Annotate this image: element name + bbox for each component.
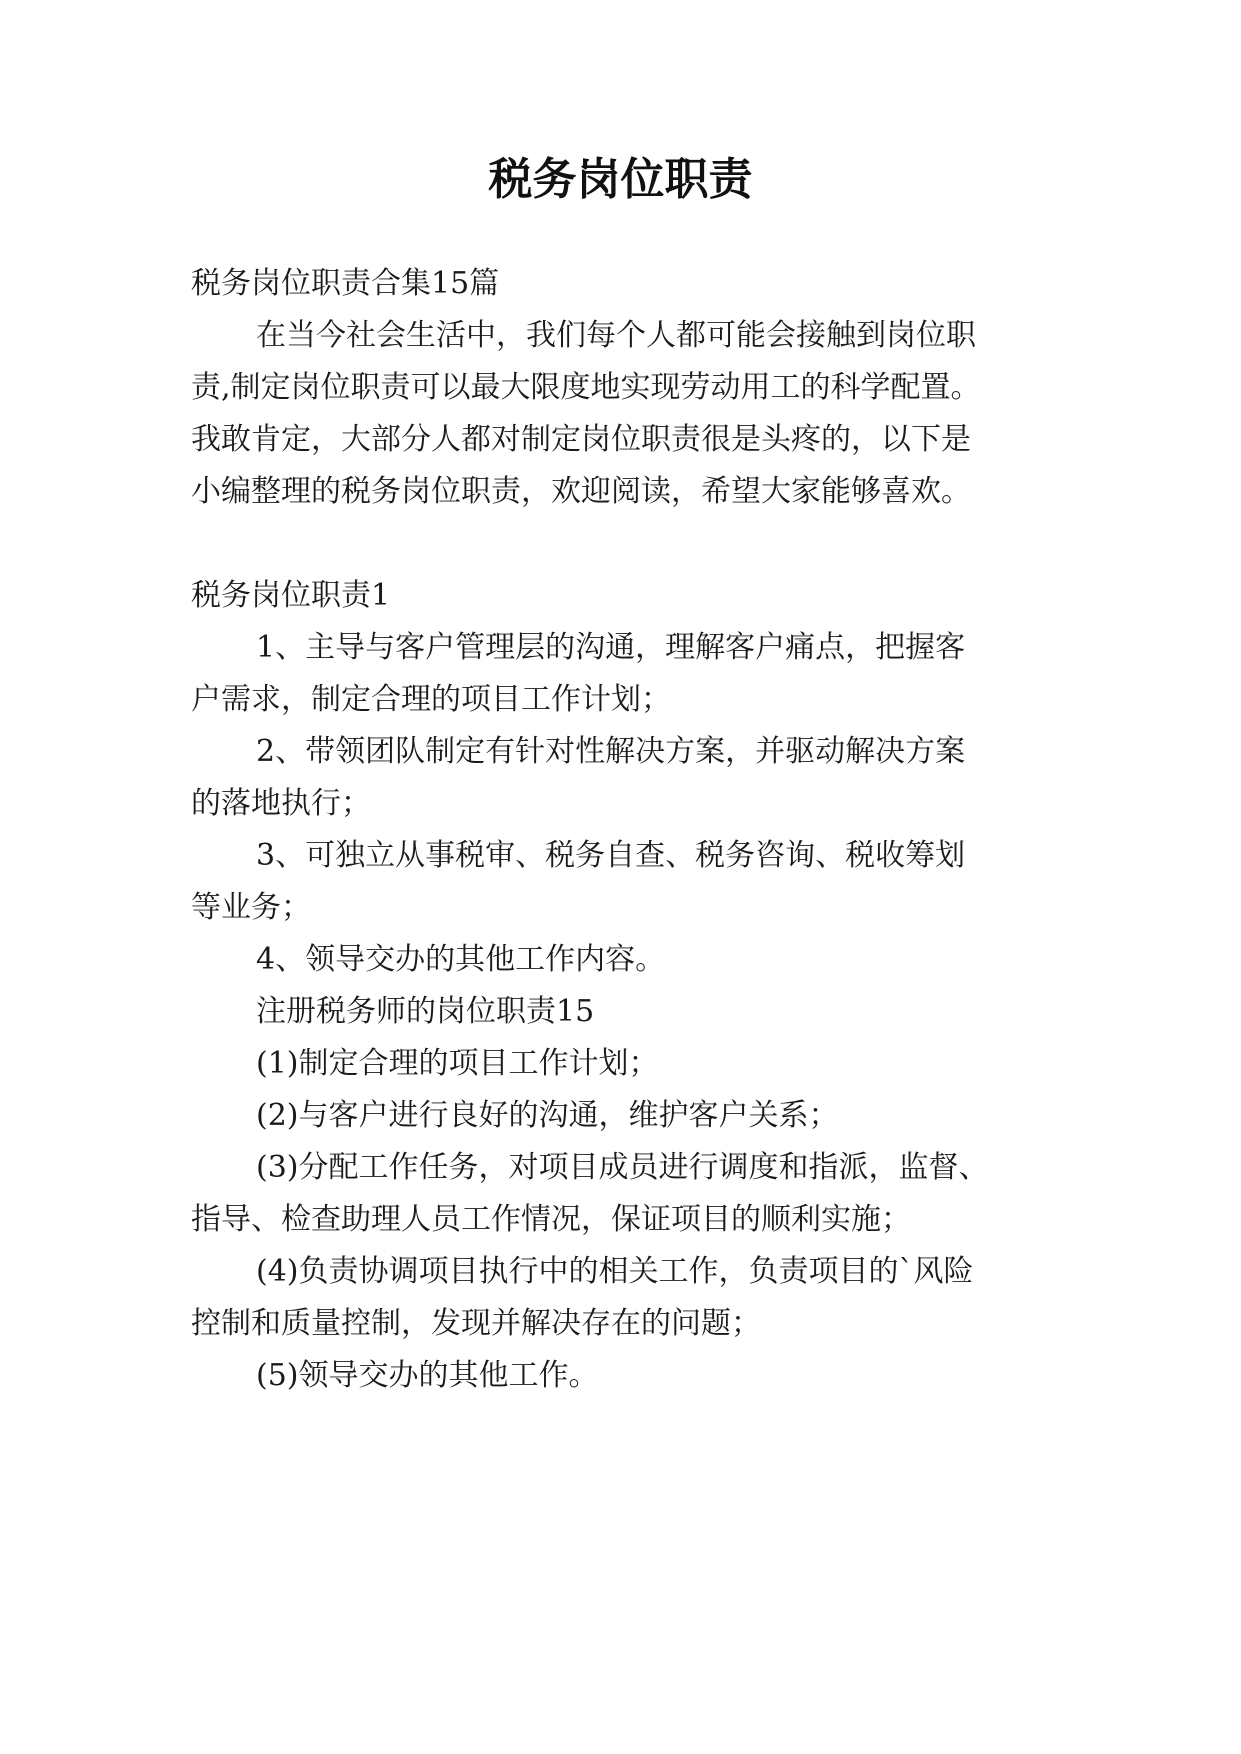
- intro-line-1: 在当今社会生活中，我们每个人都可能会接触到岗位职: [256, 318, 976, 353]
- tax-duty-1: (1)制定合理的项目工作计划；: [256, 1046, 659, 1081]
- duty-item-4-line-1: 4、领导交办的其他工作内容。: [256, 942, 666, 977]
- tax-duty-5: (5)领导交办的其他工作。: [256, 1358, 599, 1393]
- intro-line-3: 我敢肯定，大部分人都对制定岗位职责很是头疼的，以下是: [191, 422, 971, 457]
- duty-item-3-line-2: 等业务；: [191, 890, 311, 925]
- tax-duty-4-line-2: 控制和质量控制，发现并解决存在的问题；: [191, 1306, 761, 1341]
- intro-line-2: 责,制定岗位职责可以最大限度地实现劳动用工的科学配置。: [191, 370, 981, 405]
- tax-duty-2: (2)与客户进行良好的沟通，维护客户关系；: [256, 1098, 839, 1133]
- duty-item-2-line-2: 的落地执行；: [191, 786, 371, 821]
- duty-item-3-line-1: 3、可独立从事税审、税务自查、税务咨询、税收筹划: [256, 838, 966, 873]
- sub-heading: 注册税务师的岗位职责15: [256, 994, 595, 1029]
- section-heading: 税务岗位职责1: [191, 578, 391, 613]
- collection-subtitle: 税务岗位职责合集15篇: [191, 266, 500, 301]
- duty-item-1-line-2: 户需求，制定合理的项目工作计划；: [191, 682, 671, 717]
- intro-line-4: 小编整理的税务岗位职责，欢迎阅读，希望大家能够喜欢。: [191, 474, 971, 509]
- document-title: 税务岗位职责: [488, 154, 753, 205]
- duty-item-1-line-1: 1、主导与客户管理层的沟通，理解客户痛点，把握客: [256, 630, 966, 665]
- tax-duty-4-line-1: (4)负责协调项目执行中的相关工作，负责项目的`风险: [256, 1254, 974, 1289]
- tax-duty-3-line-1: (3)分配工作任务，对项目成员进行调度和指派，监督、: [256, 1150, 989, 1185]
- duty-item-2-line-1: 2、带领团队制定有针对性解决方案，并驱动解决方案: [256, 734, 966, 769]
- tax-duty-3-line-2: 指导、检查助理人员工作情况，保证项目的顺利实施；: [191, 1202, 911, 1237]
